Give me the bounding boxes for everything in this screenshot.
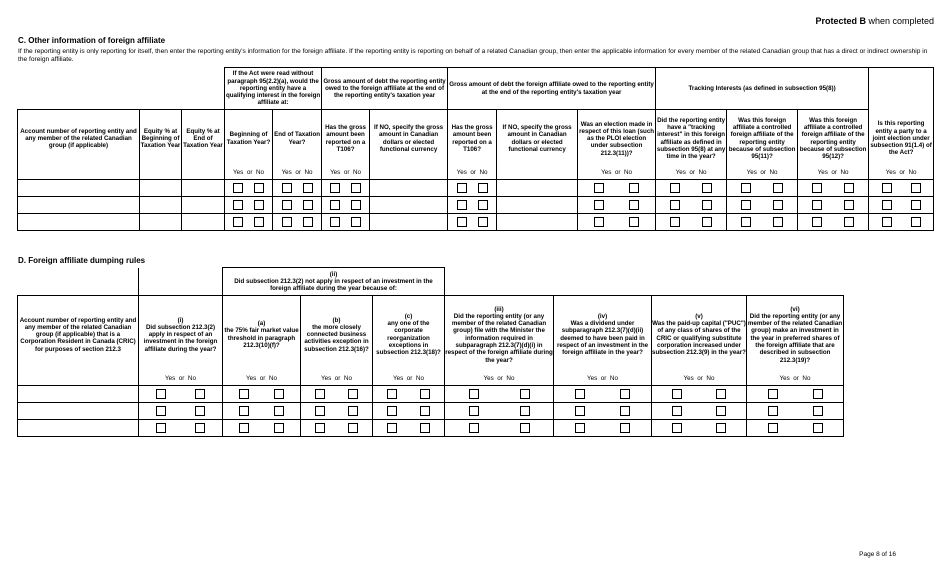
yes-no-label: Yes or No (139, 374, 223, 386)
no-checkbox[interactable] (303, 217, 313, 227)
yes-checkbox[interactable] (315, 423, 325, 433)
col-t106-owed-by: Has the gross amount been reported on a T106? (322, 110, 370, 168)
no-checkbox[interactable] (702, 200, 712, 210)
col-v-cell (652, 386, 747, 403)
yes-checkbox[interactable] (282, 217, 292, 227)
yes-checkbox[interactable] (469, 389, 479, 399)
no-checkbox[interactable] (911, 217, 921, 227)
qi-end-cell (273, 180, 322, 197)
yes-checkbox[interactable] (469, 406, 479, 416)
section-c-intro: If the reporting entity is only reporting for itself, then enter the reporting entity's information for the foreign affiliate. If the reporting entity is reporting on behalf of a related Canadian group, then enter the applicable information for every member of the related Canadian group that has a direct or indirect ownership in the foreign affiliate. (18, 48, 928, 63)
table-row (18, 403, 844, 420)
no-checkbox[interactable] (844, 217, 854, 227)
no-checkbox[interactable] (254, 217, 264, 227)
no-checkbox[interactable] (520, 406, 530, 416)
col-cric-account: Account number of reporting entity and any member of the related Canadian group (if applicable) that is a Corporation Resident in Canada (CRIC) for purposes of section 212.3 (18, 296, 139, 374)
col-tracking-interest: Did the reporting entity have a "tracking interest" in this foreign affiliate as defined in subsection 95(8) at any time in the year? (656, 110, 727, 168)
yes-checkbox[interactable] (768, 389, 778, 399)
yes-no-header-row (18, 374, 844, 386)
col-c: (c) any one of the corporate reorganization exceptions in subsection 212.3(18)? (373, 296, 445, 374)
no-checkbox[interactable] (254, 200, 264, 210)
no-checkbox[interactable] (702, 217, 712, 227)
yes-checkbox[interactable] (330, 200, 340, 210)
protected-label: Protected B when completed (815, 16, 934, 26)
col-iii-cell (445, 420, 554, 437)
no-checkbox[interactable] (195, 389, 205, 399)
yes-checkbox[interactable] (882, 200, 892, 210)
col-v: (v) Was the paid-up capital ("PUC") of any class of shares of the CRIC or qualifying substitute corporation increased under subsection 212.3(9) in the year? (652, 296, 747, 374)
no-checkbox[interactable] (813, 423, 823, 433)
yes-no-label: Yes or No (322, 168, 370, 180)
account-number-input[interactable] (18, 197, 140, 214)
no-checkbox[interactable] (348, 423, 358, 433)
col-specify-owed-by: If NO, specify the gross amount in Canadian dollars or elected functional currency (370, 110, 448, 168)
yes-checkbox[interactable] (239, 389, 249, 399)
tracking-interest-cell (656, 197, 727, 214)
cric-account-input[interactable] (18, 403, 139, 420)
no-checkbox[interactable] (351, 217, 361, 227)
qi-begin-cell (225, 214, 273, 231)
yes-checkbox[interactable] (741, 217, 751, 227)
col-election: Was an election made in respect of this loan (such as the PLOI election under subsection 212.3(11))? (578, 110, 656, 168)
col-c-cell (373, 403, 445, 420)
yes-checkbox[interactable] (387, 423, 397, 433)
no-checkbox[interactable] (351, 183, 361, 193)
col-vi: (vi) Did the reporting entity (or any member of the related Canadian group) make an investment in the year in preferred shares of the foreign affiliate that are described in subsection 212.3(19)? (747, 296, 844, 374)
t106-owed-to-cell (448, 180, 497, 197)
amount-owed-by-input[interactable] (370, 214, 448, 231)
cfa-95-11-cell (727, 197, 798, 214)
yes-checkbox[interactable] (457, 217, 467, 227)
cfa-95-11-cell (727, 180, 798, 197)
yes-checkbox[interactable] (330, 183, 340, 193)
yes-checkbox[interactable] (741, 200, 751, 210)
no-checkbox[interactable] (620, 423, 630, 433)
election-cell (578, 197, 656, 214)
no-checkbox[interactable] (478, 183, 488, 193)
col-c-cell (373, 420, 445, 437)
yes-checkbox[interactable] (741, 183, 751, 193)
yes-checkbox[interactable] (812, 183, 822, 193)
col-iii: (iii) Did the reporting entity (or any member of the related Canadian group) file with the Minister the information required in subparagraph 212.3(7)(d)(i) in respect of the foreign affiliate during the year? (445, 296, 554, 374)
yes-no-label: Yes or No (301, 374, 373, 386)
no-checkbox[interactable] (348, 406, 358, 416)
table-row (18, 180, 934, 197)
yes-checkbox[interactable] (233, 200, 243, 210)
no-checkbox[interactable] (520, 389, 530, 399)
account-number-input[interactable] (18, 180, 140, 197)
no-checkbox[interactable] (702, 183, 712, 193)
account-number-input[interactable] (18, 214, 140, 231)
yes-checkbox[interactable] (768, 423, 778, 433)
section-c-table (17, 67, 934, 231)
no-checkbox[interactable] (620, 406, 630, 416)
yes-checkbox[interactable] (239, 423, 249, 433)
yes-checkbox[interactable] (812, 200, 822, 210)
joint-election-cell (869, 197, 934, 214)
col-b-cell (301, 420, 373, 437)
yes-no-label: Yes or No (798, 168, 869, 180)
no-checkbox[interactable] (844, 200, 854, 210)
no-checkbox[interactable] (716, 406, 726, 416)
no-checkbox[interactable] (303, 183, 313, 193)
no-checkbox[interactable] (520, 423, 530, 433)
yes-checkbox[interactable] (768, 406, 778, 416)
yes-checkbox[interactable] (457, 183, 467, 193)
col-beginning-year: Beginning of Taxation Year? (225, 110, 273, 168)
no-checkbox[interactable] (813, 389, 823, 399)
amount-owed-to-input[interactable] (497, 197, 578, 214)
equity-end-input[interactable] (182, 197, 225, 214)
yes-checkbox[interactable] (156, 389, 166, 399)
yes-checkbox[interactable] (282, 200, 292, 210)
yes-checkbox[interactable] (282, 183, 292, 193)
yes-checkbox[interactable] (156, 423, 166, 433)
yes-checkbox[interactable] (233, 217, 243, 227)
t106-owed-to-cell (448, 197, 497, 214)
yes-no-label: Yes or No (869, 168, 934, 180)
no-checkbox[interactable] (348, 389, 358, 399)
col-t106-owed-to: Has the gross amount been reported on a T106? (448, 110, 497, 168)
table-row (18, 197, 934, 214)
no-checkbox[interactable] (620, 389, 630, 399)
col-a-cell (223, 386, 301, 403)
section-d-table (17, 267, 844, 437)
yes-checkbox[interactable] (594, 200, 604, 210)
cric-account-input[interactable] (18, 386, 139, 403)
yes-no-label: Yes or No (652, 374, 747, 386)
t106-owed-by-cell (322, 180, 370, 197)
col-iii-cell (445, 403, 554, 420)
col-cfa-95-11: Was this foreign affiliate a controlled foreign affiliate of the reporting entity because of subsection 95(11)? (727, 110, 798, 168)
election-cell (578, 180, 656, 197)
amount-owed-by-input[interactable] (370, 180, 448, 197)
table-row (18, 214, 934, 231)
equity-end-input[interactable] (182, 214, 225, 231)
cric-account-input[interactable] (18, 420, 139, 437)
no-checkbox[interactable] (773, 217, 783, 227)
col-vi-cell (747, 403, 844, 420)
col-i-cell (139, 420, 223, 437)
col-iii-cell (445, 386, 554, 403)
no-checkbox[interactable] (844, 183, 854, 193)
yes-no-label: Yes or No (445, 374, 554, 386)
yes-checkbox[interactable] (882, 217, 892, 227)
col-a-cell (223, 403, 301, 420)
no-checkbox[interactable] (420, 389, 430, 399)
no-checkbox[interactable] (629, 183, 639, 193)
no-checkbox[interactable] (629, 217, 639, 227)
col-b-cell (301, 386, 373, 403)
col-equity-begin: Equity % at Beginning of Taxation Year (140, 110, 182, 168)
yes-checkbox[interactable] (575, 406, 585, 416)
yes-checkbox[interactable] (812, 217, 822, 227)
no-checkbox[interactable] (351, 200, 361, 210)
col-a: (a) the 75% fair market value threshold in paragraph 212.3(10)(f)? (223, 296, 301, 374)
no-checkbox[interactable] (911, 200, 921, 210)
yes-checkbox[interactable] (156, 406, 166, 416)
no-checkbox[interactable] (195, 406, 205, 416)
col-vi-cell (747, 386, 844, 403)
qi-begin-cell (225, 197, 273, 214)
yes-checkbox[interactable] (594, 217, 604, 227)
page-number: Page 8 of 16 (859, 551, 896, 558)
qi-begin-cell (225, 180, 273, 197)
col-end-year: End of Taxation Year? (273, 110, 322, 168)
election-cell (578, 214, 656, 231)
col-i-cell (139, 386, 223, 403)
col-equity-end: Equity % at End of Taxation Year (182, 110, 225, 168)
no-checkbox[interactable] (274, 389, 284, 399)
no-checkbox[interactable] (478, 200, 488, 210)
yes-no-header-row (18, 168, 934, 180)
col-i: (i) Did subsection 212.3(2) apply in respect of an investment in the foreign affiliate during the year? (139, 296, 223, 374)
cfa-95-12-cell (798, 180, 869, 197)
no-checkbox[interactable] (195, 423, 205, 433)
col-i-cell (139, 403, 223, 420)
no-checkbox[interactable] (911, 183, 921, 193)
group-debt-owed-by-entity: Gross amount of debt the reporting entity owed to the foreign affiliate at the end of the reporting entity's taxation year (322, 68, 448, 110)
no-checkbox[interactable] (773, 183, 783, 193)
section-c-title: C. Other information of foreign affiliate (18, 36, 166, 45)
no-checkbox[interactable] (303, 200, 313, 210)
col-iv-cell (554, 386, 652, 403)
tracking-interest-cell (656, 214, 727, 231)
yes-checkbox[interactable] (594, 183, 604, 193)
equity-begin-input[interactable] (140, 197, 182, 214)
col-cfa-95-12: Was this foreign affiliate a controlled foreign affiliate of the reporting entity because of subsection 95(12)? (798, 110, 869, 168)
cfa-95-12-cell (798, 214, 869, 231)
cfa-95-11-cell (727, 214, 798, 231)
col-a-cell (223, 420, 301, 437)
group-debt-owed-to-entity: Gross amount of debt the foreign affiliate owed to the reporting entity at the end of the reporting entity's taxation year (448, 68, 656, 110)
yes-checkbox[interactable] (882, 183, 892, 193)
yes-checkbox[interactable] (457, 200, 467, 210)
yes-checkbox[interactable] (575, 423, 585, 433)
cfa-95-12-cell (798, 197, 869, 214)
no-checkbox[interactable] (478, 217, 488, 227)
yes-checkbox[interactable] (575, 389, 585, 399)
no-checkbox[interactable] (254, 183, 264, 193)
equity-end-input[interactable] (182, 180, 225, 197)
joint-election-cell (869, 214, 934, 231)
yes-no-label: Yes or No (448, 168, 497, 180)
yes-no-label: Yes or No (656, 168, 727, 180)
col-b: (b) the more closely connected business activities exception in subsection 212.3(16)? (301, 296, 373, 374)
col-joint-election: Is this reporting entity a party to a joint election under subsection 91(1.4) of the Act? (869, 110, 934, 168)
group-qualifying-interest: If the Act were read without paragraph 95(2.2)(a), would the reporting entity have a qualifying interest in the foreign affiliate at: (225, 68, 322, 110)
no-checkbox[interactable] (274, 406, 284, 416)
yes-no-label: Yes or No (225, 168, 273, 180)
yes-no-label: Yes or No (727, 168, 798, 180)
no-checkbox[interactable] (420, 406, 430, 416)
col-v-cell (652, 403, 747, 420)
amount-owed-to-input[interactable] (497, 180, 578, 197)
yes-no-label: Yes or No (273, 168, 322, 180)
col-c-cell (373, 386, 445, 403)
group-ii: (ii) Did subsection 212.3(2) not apply in respect of an investment in the foreign affiliate during the year because of: (223, 268, 445, 296)
col-specify-owed-to: If NO, specify the gross amount in Canadian dollars or elected functional currency (497, 110, 578, 168)
yes-no-label: Yes or No (747, 374, 844, 386)
no-checkbox[interactable] (813, 406, 823, 416)
yes-checkbox[interactable] (672, 389, 682, 399)
col-iv-cell (554, 420, 652, 437)
no-checkbox[interactable] (716, 423, 726, 433)
yes-checkbox[interactable] (387, 406, 397, 416)
no-checkbox[interactable] (420, 423, 430, 433)
no-checkbox[interactable] (629, 200, 639, 210)
yes-checkbox[interactable] (315, 389, 325, 399)
yes-checkbox[interactable] (670, 217, 680, 227)
yes-checkbox[interactable] (670, 200, 680, 210)
yes-checkbox[interactable] (330, 217, 340, 227)
section-d-title: D. Foreign affiliate dumping rules (18, 256, 146, 265)
yes-no-label: Yes or No (578, 168, 656, 180)
equity-begin-input[interactable] (140, 214, 182, 231)
yes-checkbox[interactable] (672, 423, 682, 433)
yes-checkbox[interactable] (672, 406, 682, 416)
qi-end-cell (273, 197, 322, 214)
col-vi-cell (747, 420, 844, 437)
joint-election-cell (869, 180, 934, 197)
yes-checkbox[interactable] (315, 406, 325, 416)
col-iv: (iv) Was a dividend under subparagraph 212.3(7)(d)(ii) deemed to have been paid in respect of an investment in the foreign affiliate in the year? (554, 296, 652, 374)
amount-owed-by-input[interactable] (370, 197, 448, 214)
table-row (18, 420, 844, 437)
tracking-interest-cell (656, 180, 727, 197)
yes-checkbox[interactable] (670, 183, 680, 193)
yes-no-label: Yes or No (554, 374, 652, 386)
col-b-cell (301, 403, 373, 420)
no-checkbox[interactable] (274, 423, 284, 433)
group-tracking-interests: Tracking Interests (as defined in subsection 95(8)) (656, 68, 869, 110)
col-v-cell (652, 420, 747, 437)
equity-begin-input[interactable] (140, 180, 182, 197)
col-iv-cell (554, 403, 652, 420)
no-checkbox[interactable] (773, 200, 783, 210)
col-account-number: Account number of reporting entity and any member of the related Canadian group (if applicable) (18, 110, 140, 168)
yes-no-label: Yes or No (223, 374, 301, 386)
yes-no-label: Yes or No (373, 374, 445, 386)
t106-owed-by-cell (322, 197, 370, 214)
yes-checkbox[interactable] (233, 183, 243, 193)
no-checkbox[interactable] (716, 389, 726, 399)
t106-owed-to-cell (448, 214, 497, 231)
qi-end-cell (273, 214, 322, 231)
t106-owed-by-cell (322, 214, 370, 231)
yes-checkbox[interactable] (387, 389, 397, 399)
yes-checkbox[interactable] (239, 406, 249, 416)
yes-checkbox[interactable] (469, 423, 479, 433)
amount-owed-to-input[interactable] (497, 214, 578, 231)
table-row (18, 386, 844, 403)
